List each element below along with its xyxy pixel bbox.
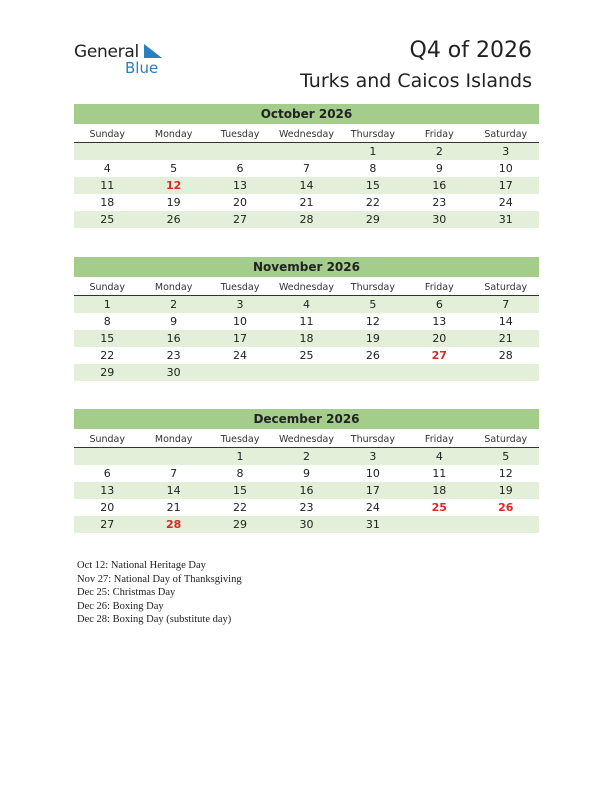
day-cell: 17: [498, 179, 513, 192]
weekday-label: Saturday: [484, 282, 528, 293]
day-cell: 15: [365, 179, 380, 192]
day-cell: 23: [299, 501, 314, 514]
day-cell: 20: [233, 196, 248, 209]
holiday-note: Oct 12: National Heritage Day: [77, 560, 206, 571]
day-cell: 13: [432, 315, 447, 328]
day-cell: 7: [502, 298, 510, 311]
week-row: [74, 194, 539, 211]
day-cell: 30: [432, 213, 447, 226]
day-cell: 26: [166, 213, 181, 226]
day-cell: 12: [365, 315, 380, 328]
day-cell: 21: [299, 196, 314, 209]
day-cell: 11: [299, 315, 314, 328]
week-row: [74, 465, 539, 482]
day-cell: 23: [432, 196, 447, 209]
day-cell: 24: [233, 349, 248, 362]
day-cell: 8: [236, 467, 244, 480]
day-cell: [406, 516, 472, 533]
day-cell: 22: [100, 349, 115, 362]
holiday-note: Dec 28: Boxing Day (substitute day): [77, 614, 232, 625]
holiday-day-cell: 12: [165, 179, 182, 192]
day-cell: 14: [498, 315, 513, 328]
weekday-label: Monday: [154, 434, 193, 445]
day-cell: [273, 143, 339, 160]
day-cell: 6: [103, 467, 111, 480]
day-cell: 10: [233, 315, 248, 328]
logo-triangle-icon: [142, 44, 162, 60]
day-cell: [473, 516, 539, 533]
holiday-note: Dec 26: Boxing Day: [77, 600, 164, 612]
day-cell: 22: [365, 196, 380, 209]
day-cell: 12: [498, 467, 513, 480]
day-cell: 1: [369, 145, 377, 158]
day-cell: 2: [302, 450, 310, 463]
day-cell: 3: [502, 145, 510, 158]
weekday-label: Wednesday: [278, 282, 334, 293]
day-cell: 17: [365, 484, 380, 497]
day-cell: 11: [100, 179, 115, 192]
holiday-notes: [77, 559, 242, 627]
weekday-label: Wednesday: [278, 434, 334, 445]
day-cell: 14: [166, 484, 181, 497]
day-cell: 7: [170, 467, 178, 480]
weekday-label: Monday: [154, 129, 193, 140]
logo-text-blue: Blue: [125, 59, 159, 77]
day-cell: 3: [236, 298, 244, 311]
day-cell: [74, 143, 140, 160]
week-row: [74, 330, 539, 347]
day-cell: 8: [369, 162, 377, 175]
day-cell: 5: [502, 450, 510, 463]
holiday-day-cell: 26: [498, 501, 514, 514]
day-cell: 9: [302, 467, 310, 480]
day-cell: 24: [498, 196, 513, 209]
weekday-label: Tuesday: [220, 282, 260, 293]
day-cell: 19: [166, 196, 181, 209]
day-cell: 10: [365, 467, 380, 480]
day-cell: 1: [236, 450, 244, 463]
weekday-label: Friday: [424, 434, 454, 445]
day-cell: 7: [302, 162, 310, 175]
day-cell: 28: [299, 213, 314, 226]
weekday-label: Tuesday: [220, 129, 260, 140]
day-cell: [140, 143, 206, 160]
day-cell: 18: [299, 332, 314, 345]
day-cell: [273, 364, 339, 381]
day-cell: 31: [498, 213, 513, 226]
logo-text-general: General: [74, 42, 139, 62]
day-cell: 5: [170, 162, 178, 175]
weekday-label: Tuesday: [220, 434, 260, 445]
weekday-label: Thursday: [350, 282, 395, 293]
day-cell: 15: [233, 484, 248, 497]
holiday-day-cell: 27: [431, 349, 447, 362]
day-cell: 16: [432, 179, 447, 192]
day-cell: 23: [166, 349, 181, 362]
day-cell: 13: [100, 484, 115, 497]
day-cell: 4: [435, 450, 443, 463]
month-october: [74, 104, 539, 228]
day-cell: 20: [100, 501, 115, 514]
holiday-day-cell: 28: [165, 518, 182, 531]
day-cell: 18: [432, 484, 447, 497]
weekday-label: Saturday: [484, 129, 528, 140]
brand-logo: [74, 42, 174, 78]
holiday-day-cell: 25: [431, 501, 447, 514]
day-cell: 29: [100, 366, 115, 379]
day-cell: 13: [233, 179, 248, 192]
day-cell: [473, 364, 539, 381]
week-row: [74, 211, 539, 228]
week-row: [74, 482, 539, 499]
day-cell: 21: [498, 332, 513, 345]
day-cell: 6: [435, 298, 443, 311]
day-cell: 9: [170, 315, 178, 328]
day-cell: [140, 448, 206, 465]
day-cell: 26: [365, 349, 380, 362]
holiday-note: Nov 27: National Day of Thanksgiving: [77, 573, 242, 585]
day-cell: 16: [299, 484, 314, 497]
day-cell: 25: [100, 213, 115, 226]
day-cell: 18: [100, 196, 115, 209]
weekday-label: Monday: [154, 282, 193, 293]
week-row: [74, 160, 539, 177]
day-cell: 4: [103, 162, 111, 175]
day-cell: 10: [498, 162, 513, 175]
day-cell: 20: [432, 332, 447, 345]
day-cell: 17: [233, 332, 248, 345]
weekday-label: Sunday: [89, 282, 125, 293]
day-cell: [340, 364, 406, 381]
day-cell: 21: [166, 501, 181, 514]
day-cell: 30: [299, 518, 314, 531]
week-row: [74, 364, 539, 381]
month-header: November 2026: [74, 257, 539, 277]
weekday-label: Friday: [424, 129, 454, 140]
weekday-label: Sunday: [89, 129, 125, 140]
day-cell: 4: [302, 298, 310, 311]
day-cell: 8: [103, 315, 111, 328]
month-header: October 2026: [74, 104, 539, 124]
month-november: [74, 257, 539, 381]
day-cell: 19: [498, 484, 513, 497]
day-cell: 2: [435, 145, 443, 158]
day-cell: [74, 448, 140, 465]
weekday-label: Thursday: [350, 434, 395, 445]
day-cell: 2: [170, 298, 178, 311]
day-cell: 29: [365, 213, 380, 226]
week-row: [74, 499, 539, 516]
week-row: [74, 177, 539, 194]
weekday-label: Thursday: [350, 129, 395, 140]
week-row: [74, 347, 539, 364]
day-cell: 29: [233, 518, 248, 531]
day-cell: 14: [299, 179, 314, 192]
day-cell: 24: [365, 501, 380, 514]
day-cell: 3: [369, 450, 377, 463]
weekday-label: Saturday: [484, 434, 528, 445]
day-cell: 25: [299, 349, 314, 362]
day-cell: [207, 143, 273, 160]
month-header: December 2026: [74, 409, 539, 429]
day-cell: [406, 364, 472, 381]
day-cell: 5: [369, 298, 377, 311]
weekday-header-row: [74, 128, 539, 143]
day-cell: 30: [166, 366, 181, 379]
weekday-header-row: [74, 433, 539, 448]
holiday-note: Dec 25: Christmas Day: [77, 587, 176, 598]
day-cell: [207, 364, 273, 381]
day-cell: 11: [432, 467, 447, 480]
week-row: [74, 516, 539, 533]
day-cell: 16: [166, 332, 181, 345]
weekday-label: Sunday: [89, 434, 125, 445]
week-row: [74, 448, 539, 465]
weekday-header-row: [74, 281, 539, 296]
day-cell: 22: [233, 501, 248, 514]
week-row: [74, 313, 539, 330]
day-cell: 31: [365, 518, 380, 531]
month-december: [74, 409, 539, 533]
weekday-label: Friday: [424, 282, 454, 293]
country-title: Turks and Caicos Islands: [300, 70, 532, 92]
day-cell: 9: [435, 162, 443, 175]
quarter-title: Q4 of 2026: [409, 38, 532, 63]
day-cell: 15: [100, 332, 115, 345]
day-cell: 6: [236, 162, 244, 175]
day-cell: 28: [498, 349, 513, 362]
day-cell: 1: [103, 298, 111, 311]
day-cell: 19: [365, 332, 380, 345]
week-row: [74, 296, 539, 313]
week-row: [74, 143, 539, 160]
weekday-label: Wednesday: [278, 129, 334, 140]
day-cell: 27: [233, 213, 248, 226]
day-cell: 27: [100, 518, 115, 531]
